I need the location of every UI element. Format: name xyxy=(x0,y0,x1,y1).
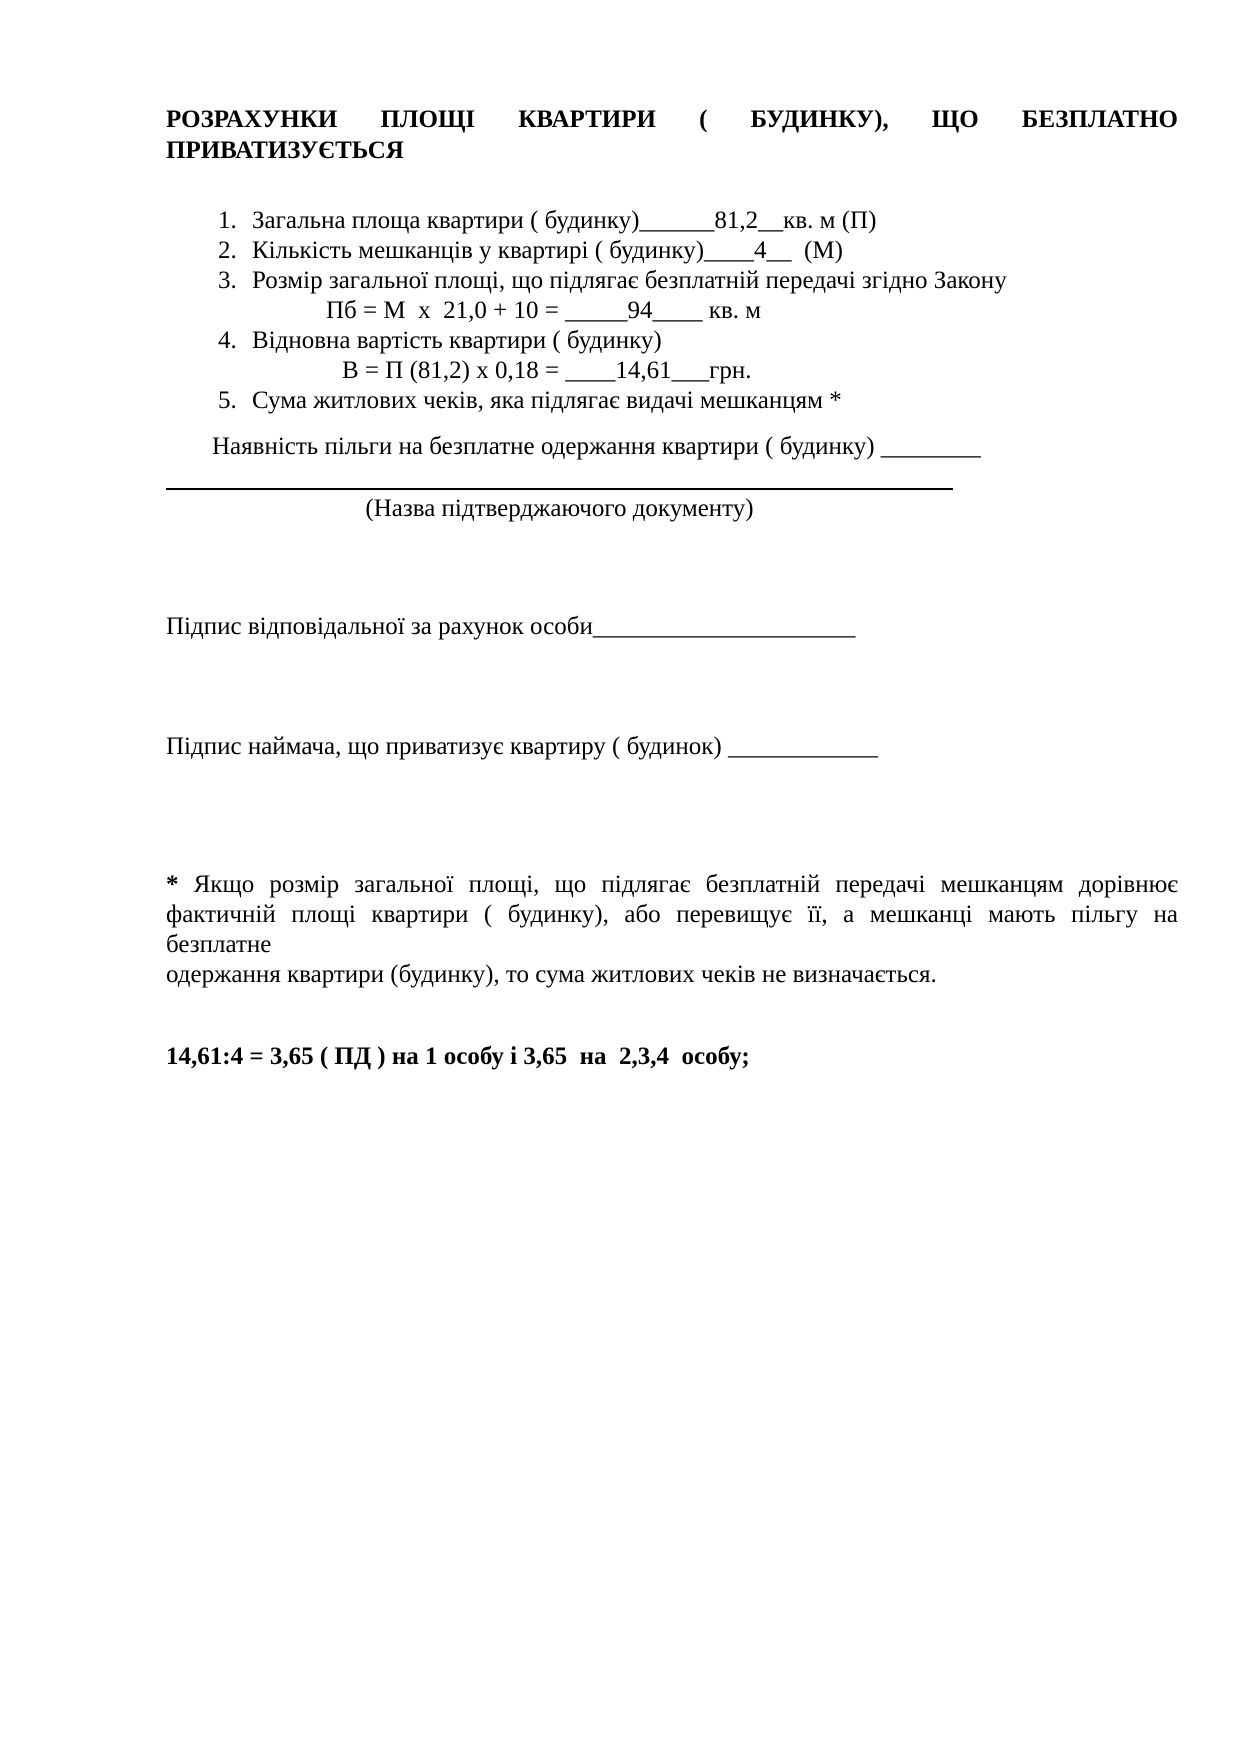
list-item-text: Кількість мешканців у квартирі ( будинку)____4__ (М) xyxy=(252,237,843,264)
list-item xyxy=(218,386,1178,416)
list-item-number: 2. xyxy=(218,237,237,264)
footnote-line2: фактичній площі квартири ( будинку), або перевищує її, а мешканці мають пільгу на безплатне xyxy=(166,901,1178,958)
list-item-number: 4. xyxy=(218,327,237,354)
list-item xyxy=(218,206,1178,236)
footnote xyxy=(166,870,1178,990)
list-item-text: Відновна вартість квартири ( будинку) xyxy=(252,327,662,354)
list-item xyxy=(218,266,1178,296)
document-title xyxy=(166,104,1178,166)
list-item xyxy=(218,326,1178,356)
calculation-list xyxy=(166,206,1178,416)
footnote-line1 xyxy=(166,870,1178,900)
document-name-blank-line xyxy=(166,488,953,490)
per-person-calculation-line: 14,61:4 = 3,65 ( ПД ) на 1 особу і 3,65 на 2,3,4 особу; xyxy=(166,1043,750,1070)
signature-tenant-line: Підпис наймача, що приватизує квартиру ( будинок) ____________ xyxy=(166,733,878,760)
document-title-line1: РОЗРАХУНКИ ПЛОЩІ КВАРТИРИ ( БУДИНКУ), ЩО БЕЗПЛАТНО xyxy=(166,106,1178,133)
list-item-number: 1. xyxy=(218,207,237,234)
list-item-number: 3. xyxy=(218,267,237,294)
list-item-text: Розмір загальної площі, що підлягає безплатній передачі згідно Закону xyxy=(252,267,1007,294)
signature-responsible-line: Підпис відповідальної за рахунок особи_____________________ xyxy=(166,613,856,640)
footnote-asterisk-marker: * xyxy=(166,871,179,898)
footnote-line1-text: Якщо розмір загальної площі, що підлягає безплатній передачі мешканцям дорівнює xyxy=(193,871,1178,898)
footnote-line3: одержання квартири (будинку), то сума житлових чеків не визначається. xyxy=(166,961,937,988)
document-title-line2: ПРИВАТИЗУЄТЬСЯ xyxy=(166,137,404,164)
list-item-text: Загальна площа квартири ( будинку)______81,2__кв. м (П) xyxy=(252,207,877,234)
list-item-text: Сума житлових чеків, яка підлягає видачі мешканцям * xyxy=(252,387,842,414)
list-item-number: 5. xyxy=(218,387,237,414)
document-name-caption: (Назва підтверджаючого документу) xyxy=(365,495,754,522)
privilege-line: Наявність пільги на безплатне одержання квартири ( будинку) ________ xyxy=(212,433,981,460)
formula-free-area: Пб = М х 21,0 + 10 = _____94____ кв. м xyxy=(326,297,762,324)
formula-restoration-value: В = П (81,2) х 0,18 = ____14,61___грн. xyxy=(342,357,752,384)
list-item xyxy=(218,236,1178,266)
